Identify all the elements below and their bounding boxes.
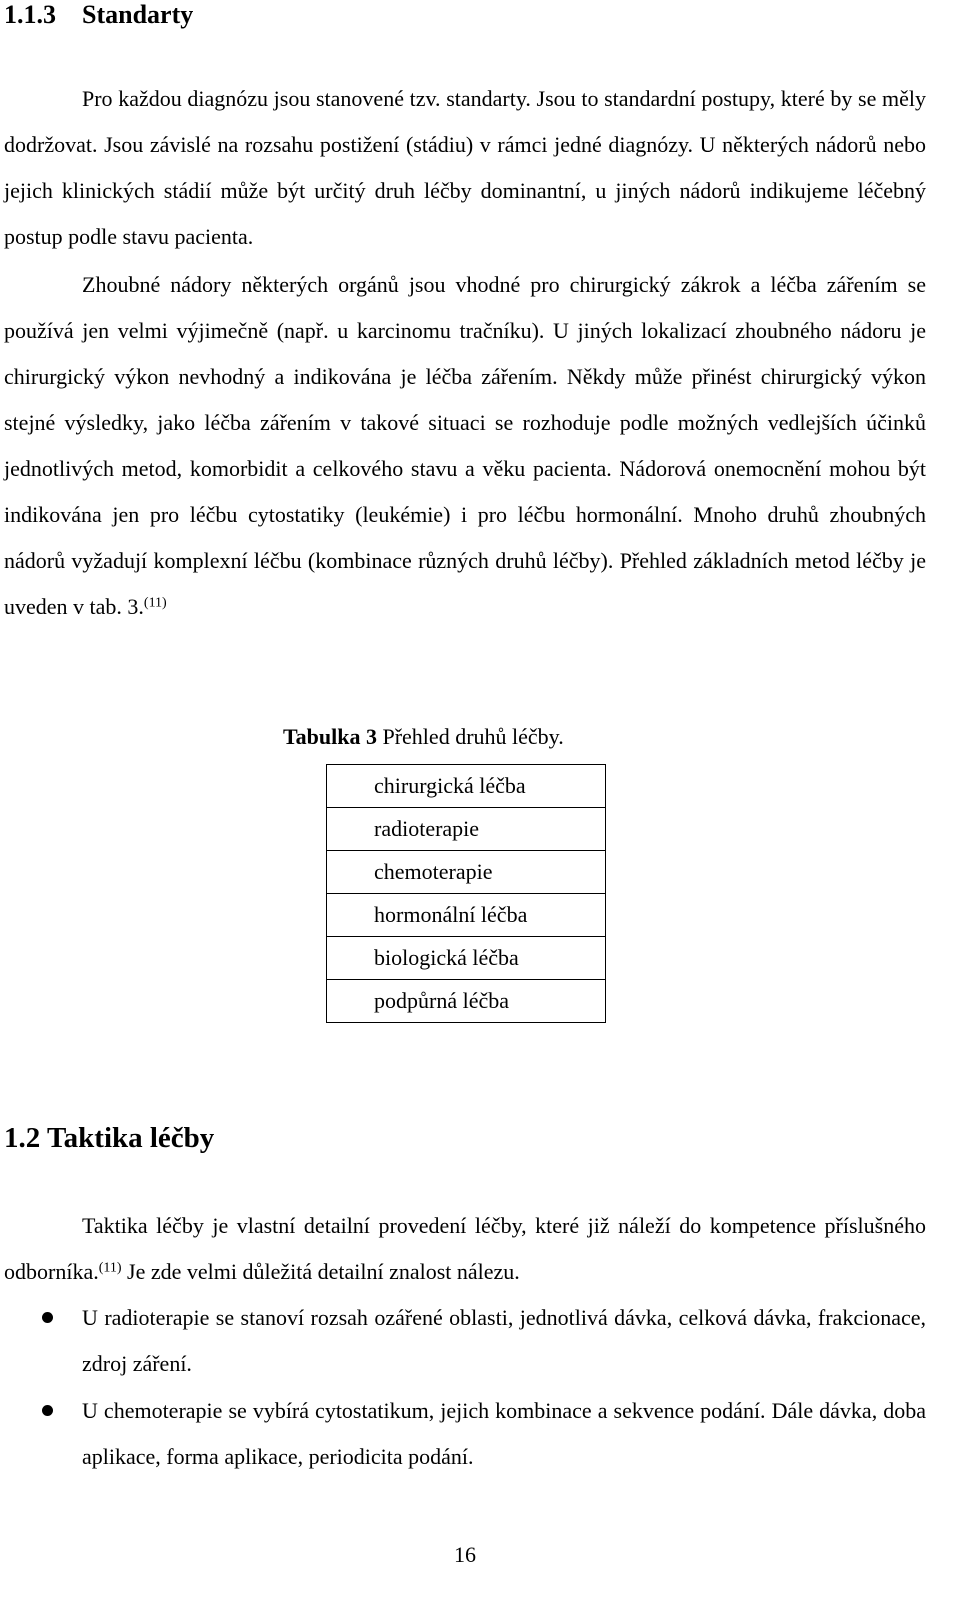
- section-title: Standarty: [82, 0, 194, 29]
- table-caption-label: Tabulka 3: [283, 724, 377, 749]
- table-caption-text: Přehled druhů léčby.: [382, 724, 564, 749]
- table-cell: podpůrná léčba: [327, 980, 606, 1023]
- section-number: 1.1.3: [4, 0, 56, 29]
- page-number: 16: [454, 1542, 476, 1567]
- table-cell: chemoterapie: [327, 851, 606, 894]
- table-row: [327, 851, 606, 894]
- citation-superscript: (11): [98, 1260, 122, 1276]
- list-item-text: U chemoterapie se vybírá cytostatikum, jejich kombinace a sekvence podání. Dále dávka, doba aplikace, forma aplikace, periodicita podání.: [82, 1398, 926, 1469]
- table-row: [327, 765, 606, 808]
- paragraph-text: Zhoubné nádory některých orgánů jsou vhodné pro chirurgický zákrok a léčba zářením se používá jen velmi výjimečně (např. u karcinomu tračníku). U jiných lokalizací zhoubného nádoru je chirurgický výkon nevhodný a indikována je léčba zářením. Někdy může přinést chirurgický výkon stejné výsledky, jako léčba zářením v takové situaci se rozhoduje podle možných vedlejších účinků jednotlivých metod, komorbidit a celkového stavu a věku pacienta. Nádorová onemocnění mohou být indikována jen pro léčbu cytostatiky (leukémie) i pro léčbu hormonální. Mnoho druhů zhoubných nádorů vyžadují komplexní léčbu (kombinace různých druhů léčby). Přehled základních metod léčby je uveden v tab. 3.: [4, 272, 926, 619]
- section-heading: [4, 0, 193, 30]
- table-cell: hormonální léčba: [327, 894, 606, 937]
- bullet-icon: [42, 1312, 53, 1323]
- table-cell: biologická léčba: [327, 937, 606, 980]
- treatment-types-table: [326, 764, 606, 1023]
- subsection-heading: 1.2 Taktika léčby: [4, 1122, 215, 1154]
- paragraph-treatment-choice: [4, 262, 926, 630]
- table-cell: radioterapie: [327, 808, 606, 851]
- paragraph-tactics: [4, 1203, 926, 1295]
- list-item: [0, 1295, 926, 1387]
- paragraph-standards: Pro každou diagnózu jsou stanovené tzv. standarty. Jsou to standardní postupy, které by se měly dodržovat. Jsou závislé na rozsahu postižení (stádiu) v rámci jedné diagnózy. U některých nádorů nebo jejich klinických stádií může být určitý druh léčby dominantní, u jiných nádorů indikujeme léčebný postup podle stavu pacienta.: [4, 86, 926, 249]
- paragraph-text-before: Taktika léčby je vlastní detailní provedení léčby, které již náleží do kompetence příslušného odborníka.: [4, 1213, 926, 1284]
- list-item: [0, 1388, 926, 1480]
- table-row: [327, 937, 606, 980]
- table-row: [327, 808, 606, 851]
- table-cell: chirurgická léčba: [327, 765, 606, 808]
- paragraph-text-after: Je zde velmi důležitá detailní znalost nálezu.: [121, 1259, 520, 1284]
- table-row: [327, 894, 606, 937]
- list-item-text: U radioterapie se stanoví rozsah ozářené oblasti, jednotlivá dávka, celková dávka, frakcionace, zdroj záření.: [82, 1305, 926, 1376]
- bullet-list: [0, 1295, 926, 1481]
- table-caption: [283, 722, 564, 752]
- bullet-icon: [42, 1405, 53, 1416]
- table-row: [327, 980, 606, 1023]
- citation-superscript: (11): [143, 595, 167, 611]
